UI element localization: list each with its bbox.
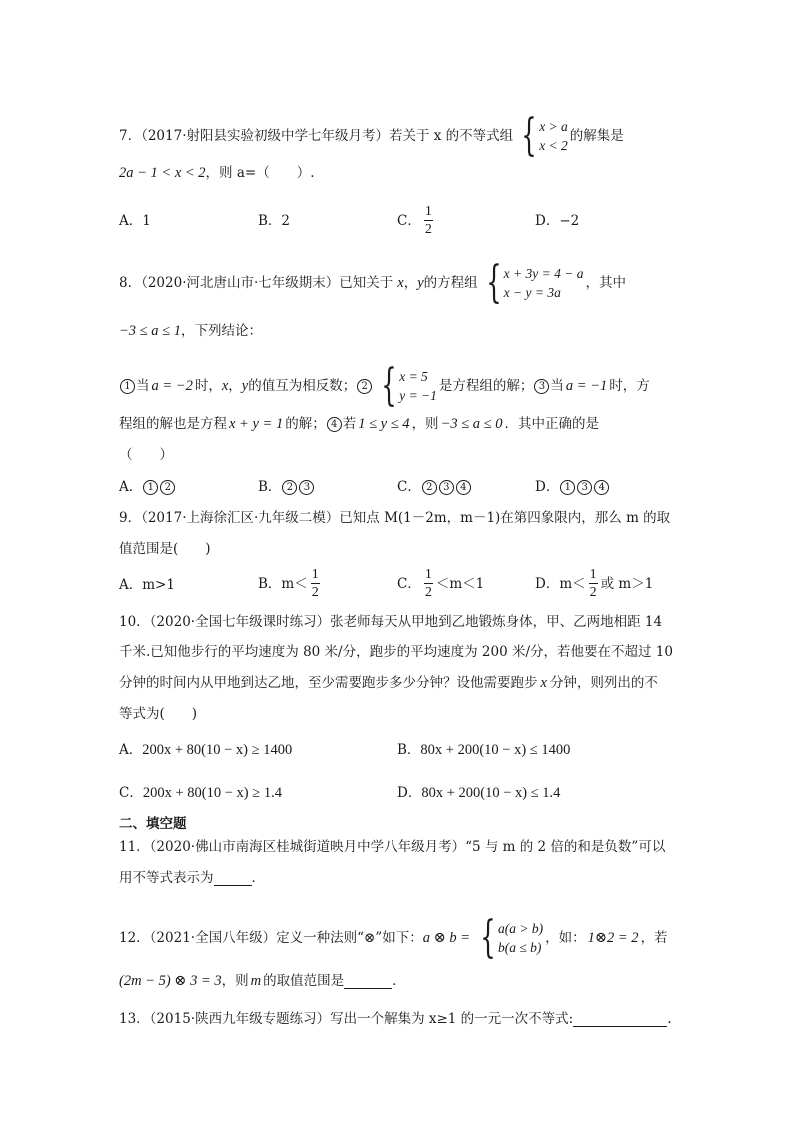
q10-option-c: C． 200x + 80(10 − x) ≥ 1.4	[119, 785, 282, 801]
circled-number-1: 1	[120, 379, 135, 394]
q9-line2: 值范围是( )	[119, 541, 211, 557]
q13-line1: 13．（2015·陕西九年级专题练习）写出一个解集为 x≥1 的一元一次不等式: .	[119, 1011, 672, 1027]
brace-icon: {	[480, 912, 496, 963]
q8-option-d: D． 1 3 4	[535, 477, 610, 497]
q11-line2: 用不等式表示为 ．	[119, 870, 265, 886]
circled-number: 2	[160, 480, 175, 495]
q10-option-a: A． 200x + 80(10 − x) ≥ 1400	[119, 742, 293, 758]
q10-option-d: D． 80x + 200(10 − x) ≤ 1.4	[397, 785, 561, 801]
q7-question: ，则 a=（ ）.	[205, 165, 315, 181]
q8-solution-system: { x = 5 y = −1	[381, 360, 437, 411]
q9-line1: 9．（2017·上海徐汇区·九年级二模）已知点 M(1－2m，m－1)在第四象限内，那么 m 的取	[119, 510, 671, 526]
q10-line2: 千米.已知他步行的平均速度为 80 米/分，跑步的平均速度为 200 米/分，若他要在不超过 10	[119, 644, 673, 660]
q7-stem-end: 的解集是	[569, 128, 624, 144]
q8-system-row2: x − y = 3a	[503, 285, 561, 300]
fraction: $\frac{1}{2}$	[311, 567, 319, 600]
q7-solution-set: 2a − 1 < x < 2	[119, 165, 206, 181]
circled-number: 4	[594, 480, 609, 495]
q8-option-a: A． 1 2	[119, 477, 176, 497]
q10-option-b: B． 80x + 200(10 − x) ≤ 1400	[397, 742, 571, 758]
q8-line2: −3 ≤ a ≤ 1 ，下列结论：	[119, 323, 262, 339]
q10-line3: 分钟的时间内从甲地到达乙地，至少需要跑步多少分钟？设他需要跑步 x 分钟，则列出的不	[119, 675, 658, 691]
circled-number: 3	[439, 480, 454, 495]
q7-option-d: D．−2	[535, 213, 580, 229]
q12-line2: (2m − 5) ⊗ 3 = 3 ，则 m 的取值范围是 ．	[119, 973, 406, 989]
q12-line1: 12．（2021·全国八年级）定义一种法则“⊗”如下： a ⊗ b = { a(a > b) b(a ≤ b) ，如： 1⊗2 = 2 ，若	[119, 912, 668, 963]
q8-option-c: C． 2 3 4	[397, 477, 472, 497]
answer-blank[interactable]	[214, 871, 252, 886]
q7-inequality-system	[515, 110, 568, 161]
q8-equation-system	[480, 257, 584, 308]
q10-line1: 10．（2020·全国七年级课时练习）张老师每天从甲地到乙地锻炼身体，甲、乙两地相距 14	[119, 614, 663, 630]
circled-number: 3	[577, 480, 592, 495]
circled-number-3: 3	[534, 379, 549, 394]
q8-line4: 程组的解也是方程 x + y = 1 的解； 4 若 1 ≤ y ≤ 4 ，则 −3 ≤ a ≤ 0 ．其中正确的是	[119, 416, 600, 432]
q11-line1: 11．（2020·佛山市南海区桂城街道映月中学八年级月考）“5 与 m 的 2 倍的和是负数”可以	[119, 839, 666, 855]
section-heading-fill-in: 二、填空题	[119, 816, 187, 832]
q8-option-b: B． 2 3	[258, 477, 315, 497]
q7-system-row2: x < 2	[539, 138, 568, 153]
q9-option-d: D．m＜ $\frac{1}{2}$ 或 m＞1	[535, 567, 654, 600]
brace-icon: {	[381, 360, 397, 411]
q7-stem: 7．（2017·射阳县实验初级中学七年级月考）若关于 x 的不等式组	[119, 128, 514, 144]
q8-system-row1: x + 3y = 4 − a	[503, 266, 584, 281]
answer-blank[interactable]	[573, 1012, 667, 1027]
q9-option-b: B．m＜ $\frac{1}{2}$	[258, 567, 319, 600]
answer-blank[interactable]	[344, 974, 392, 989]
brace-icon: {	[521, 110, 537, 161]
q8-line1: 8．（2020·河北唐山市·七年级期末）已知关于 x ， y 的方程组 { x + 3y = 4 − a x − y = 3a ，其中	[119, 257, 626, 308]
circled-number: 2	[282, 480, 297, 495]
circled-number: 3	[299, 480, 314, 495]
q7-line1	[119, 110, 624, 161]
brace-icon: {	[485, 257, 502, 308]
q7-line2	[119, 163, 315, 183]
q8-stem: 8．（2020·河北唐山市·七年级期末）已知关于	[119, 275, 394, 291]
q8-line3: 1 当 a = −2 时， x ， y 的值互为相反数； 2 { x = 5 y = −1 是方程组的解； 3 当 a = −1 时，方	[119, 366, 650, 406]
circled-number-4: 4	[327, 417, 342, 432]
circled-number: 1	[560, 480, 575, 495]
q7-option-a: A．1	[119, 213, 151, 229]
circled-number: 1	[143, 480, 158, 495]
q7-option-b: B．2	[258, 213, 291, 229]
q7-option-c: C． $\frac{1}{2}$	[397, 204, 432, 237]
q9-option-c: C． $\frac{1}{2}$ ＜m＜1	[397, 567, 485, 600]
fraction: $\frac{1}{2}$	[424, 204, 432, 237]
q9-option-a: A．m>1	[119, 577, 175, 593]
circled-number: 2	[422, 480, 437, 495]
q10-line4: 等式为( )	[119, 706, 198, 722]
fraction: $\frac{1}{2}$	[424, 567, 432, 600]
circled-number-2: 2	[357, 379, 372, 394]
fraction: $\frac{1}{2}$	[589, 567, 597, 600]
q12-piecewise: { a(a > b) b(a ≤ b)	[480, 912, 544, 963]
q8-line5: （ ）	[119, 447, 173, 463]
circled-number: 4	[456, 480, 471, 495]
q7-system-row1: x > a	[539, 119, 568, 134]
